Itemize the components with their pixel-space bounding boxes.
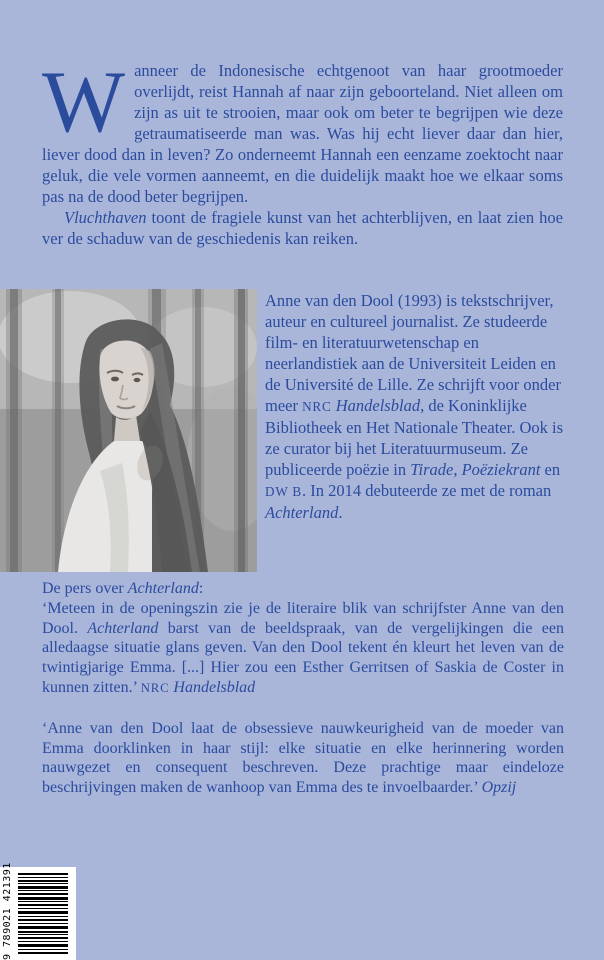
barcode-bars-icon [18, 873, 68, 955]
synopsis-text: anneer de Indonesische echtgenoot van haar grootmoeder overlijdt, reist Hannah af naar zijn geboorteland. Niet alleen om zijn as uit te strooien, maar ook om beter te begrijpen wie deze getraumatiseerde man was. Was hij echt liever daar dan hier, liever dood dan in leven? Zo onderneemt Hannah een eenzame zoektocht naar geluk, die vele vormen aanneemt, en die duidelijk maakt hoe we elkaar soms pas na de dood beter begrijpen. [42, 61, 563, 206]
synopsis-paragraph [42, 54, 563, 207]
press-quote-2: ‘Anne van den Dool laat de obsessieve nauwkeurigheid van de moeder van Emma doorklinken in haar stijl: elke situatie en elke herinnering worden nauwgezet en consequent beschreven. Deze prachtige maar eindeloze beschrijvingen maken de wanhoop van Emma des te invoelbaarder.’ Opzij [42, 719, 564, 797]
author-portrait-photo [0, 289, 257, 572]
drop-cap: W [42, 54, 126, 151]
author-bio-text: Anne van den Dool (1993) is tekstschrijver, auteur en cultureel journalist. Ze studeerde film- en literatuurwetenschap en neerlandistiek aan de Universiteit Leiden en de Université de Lille. Ze schrijft voor onder meer NRC Handelsblad, de Koninklijke Bibliotheek en Het Nationale Theater. Ook is ze curator bij het Literatuurmuseum. Ze publiceerde poëzie in Tirade, Poëziekrant en DW B. In 2014 debuteerde ze met de roman Achterland. [265, 291, 563, 522]
barcode-digits: 9 789021 421391 [2, 862, 13, 960]
press-section [42, 579, 564, 798]
author-section [0, 289, 604, 573]
press-heading: De pers over Achterland: [42, 580, 204, 597]
synopsis-section [42, 54, 563, 249]
barcode [0, 862, 76, 960]
press-quote-1: ‘Meteen in de openingszin zie je de literaire blik van schrijfster Anne van den Dool. Achterland barst van de beeldspraak, van de vergelijkingen die een alledaagse situatie glans geven. Van den Dool tekent én kleurt het leven van de twintigjarige Emma. [...] Hier zou een Esther Gerritsen of Saskia de Coster in kunnen zitten.’ NRC Handelsblad [42, 599, 564, 696]
tagline-paragraph: Vluchthaven toont de fragiele kunst van het achterblijven, en laat zien hoe ver de schaduw van de geschiedenis kan reiken. [42, 208, 563, 248]
